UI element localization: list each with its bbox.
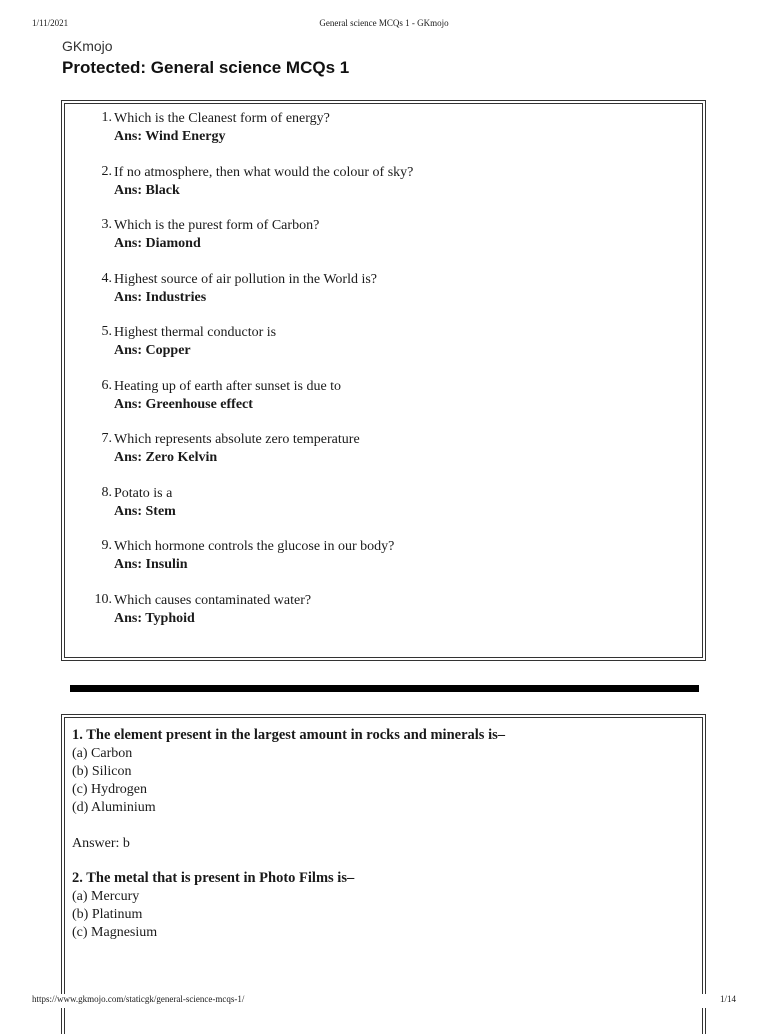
qa-item <box>90 378 650 432</box>
qa-question: Which causes contaminated water? <box>114 592 312 608</box>
print-title: General science MCQs 1 - GKmojo <box>319 18 449 28</box>
print-date: 1/11/2021 <box>32 18 69 28</box>
mcq-question: 1. The element present in the largest amount in rocks and minerals is– <box>72 727 505 743</box>
qa-answer: Ans: Insulin <box>114 557 188 572</box>
qa-number: 3. <box>101 217 112 232</box>
qa-item <box>90 217 650 271</box>
qa-question: Heating up of earth after sunset is due to <box>114 378 342 394</box>
page-title: Protected: General science MCQs 1 <box>62 58 350 77</box>
qa-answer: Ans: Copper <box>114 343 191 358</box>
qa-number: 1. <box>101 110 112 125</box>
qa-answer: Ans: Greenhouse effect <box>114 396 253 412</box>
mcq-option: (b) Silicon <box>72 764 132 779</box>
mcq-option: (c) Magnesium <box>72 925 158 940</box>
qa-number: 8. <box>101 484 112 500</box>
qa-answer: Ans: Stem <box>114 503 176 519</box>
qa-number: 2. <box>101 163 112 179</box>
qa-item <box>90 324 650 378</box>
qa-item <box>90 431 650 485</box>
qa-answer: Ans: Typhoid <box>114 610 195 626</box>
qa-item <box>90 271 650 325</box>
qa-item <box>90 485 650 539</box>
qa-question: Highest thermal conductor is <box>114 325 277 340</box>
qa-question: Which hormone controls the glucose in our body? <box>114 539 395 554</box>
qa-answer: Ans: Diamond <box>114 236 201 251</box>
qa-question: Highest source of air pollution in the World is? <box>114 271 378 287</box>
qa-number: 5. <box>101 324 112 339</box>
mcq-item <box>72 726 692 853</box>
qa-answer: Ans: Industries <box>114 289 207 305</box>
qa-number: 7. <box>101 431 112 446</box>
qa-number: 9. <box>101 538 112 553</box>
qa-question: Which is the purest form of Carbon? <box>114 218 320 233</box>
qa-number: 6. <box>101 377 112 393</box>
mcq-option: (a) Carbon <box>72 746 133 761</box>
mcq-option: (c) Hydrogen <box>72 782 148 797</box>
print-footer <box>32 994 736 1008</box>
mcq-item <box>72 869 692 942</box>
print-header <box>32 18 736 32</box>
section-divider <box>70 685 699 692</box>
qa-question: Which represents absolute zero temperature <box>114 432 360 447</box>
qa-question: If no atmosphere, then what would the colour of sky? <box>114 164 414 180</box>
qa-item <box>90 592 650 646</box>
qa-answer: Ans: Black <box>114 182 180 198</box>
qa-item <box>90 110 650 164</box>
qa-answer: Ans: Zero Kelvin <box>114 450 218 465</box>
qa-question: Which is the Cleanest form of energy? <box>114 111 330 126</box>
mcq-option: (b) Platinum <box>72 907 143 922</box>
qa-answer: Ans: Wind Energy <box>114 129 226 144</box>
mcq-question: 2. The metal that is present in Photo Films is– <box>72 870 355 886</box>
mcq-option: (d) Aluminium <box>72 800 156 815</box>
qa-number: 10. <box>94 591 112 607</box>
qa-question: Potato is a <box>114 485 173 501</box>
qa-list <box>90 110 650 645</box>
site-name[interactable]: GKmojo <box>62 38 113 54</box>
print-url[interactable]: https://www.gkmojo.com/staticgk/general-science-mcqs-1/ <box>32 994 245 1004</box>
mcq-option: (a) Mercury <box>72 889 140 904</box>
page-number: 1/14 <box>719 994 736 1004</box>
qa-item <box>90 538 650 592</box>
qa-item <box>90 164 650 218</box>
qa-number: 4. <box>101 270 112 286</box>
mcq-answer: Answer: b <box>72 836 130 851</box>
